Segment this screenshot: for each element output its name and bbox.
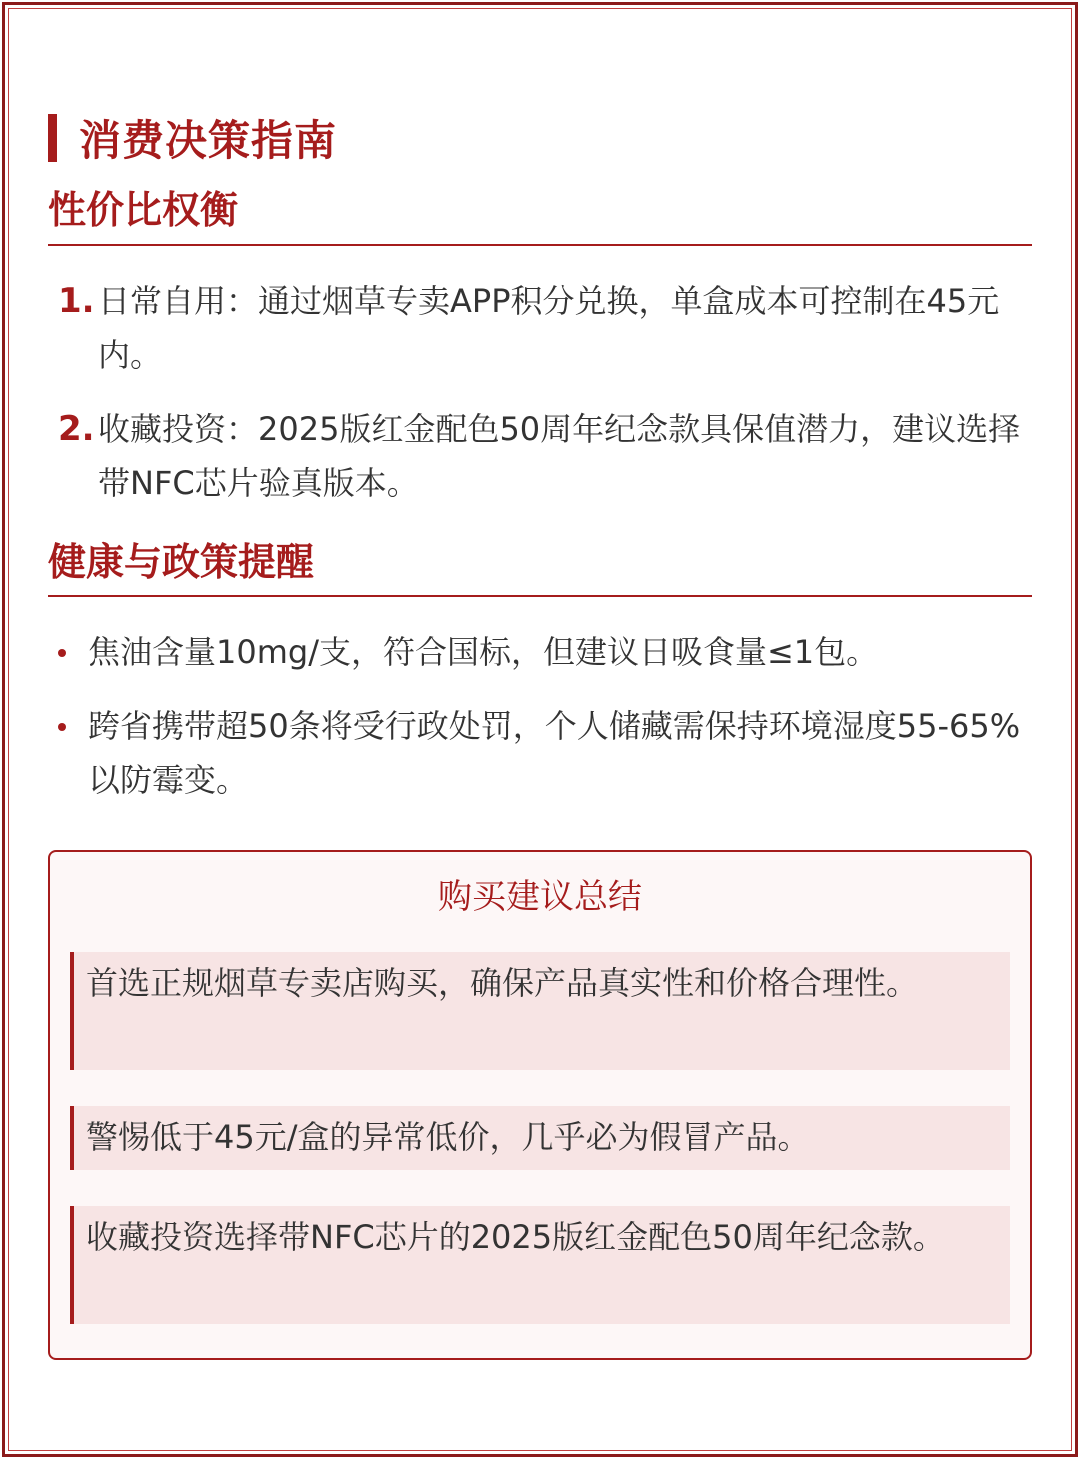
list-item	[48, 625, 1032, 679]
bullet-dot-icon	[58, 723, 66, 731]
title-accent-bar	[48, 114, 57, 162]
summary-item: 警惕低于45元/盒的异常低价，几乎必为假冒产品。	[70, 1106, 1010, 1170]
list-number: 1.	[58, 280, 95, 321]
list-item-text: 收藏投资：2025版红金配色50周年纪念款具保值潜力，建议选择带NFC芯片验真版本。	[98, 409, 1021, 502]
section-heading-value: 性价比权衡	[48, 188, 1032, 246]
bullet-dot-icon	[58, 649, 66, 657]
document-content	[48, 100, 1032, 1256]
page-title	[48, 106, 1032, 170]
value-list	[48, 274, 1032, 510]
page-title-text: 消费决策指南	[79, 116, 338, 165]
list-item-text: 日常自用：通过烟草专卖APP积分兑换，单盒成本可控制在45元内。	[98, 281, 1000, 374]
list-item-text: 跨省携带超50条将受行政处罚，个人储藏需保持环境湿度55-65%以防霉变。	[88, 707, 1021, 800]
list-number: 2.	[58, 408, 95, 449]
list-item	[48, 699, 1032, 807]
summary-title: 购买建议总结	[438, 877, 642, 917]
health-list	[48, 625, 1032, 807]
list-item	[48, 402, 1032, 510]
summary-box	[48, 850, 1032, 1360]
list-item-text: 焦油含量10mg/支，符合国标，但建议日吸食量≤1包。	[88, 633, 879, 672]
section-heading-health: 健康与政策提醒	[48, 540, 1032, 598]
summary-item: 收藏投资选择带NFC芯片的2025版红金配色50周年纪念款。	[70, 1206, 1010, 1324]
summary-item: 首选正规烟草专卖店购买，确保产品真实性和价格合理性。	[70, 952, 1010, 1070]
list-item	[48, 274, 1032, 382]
